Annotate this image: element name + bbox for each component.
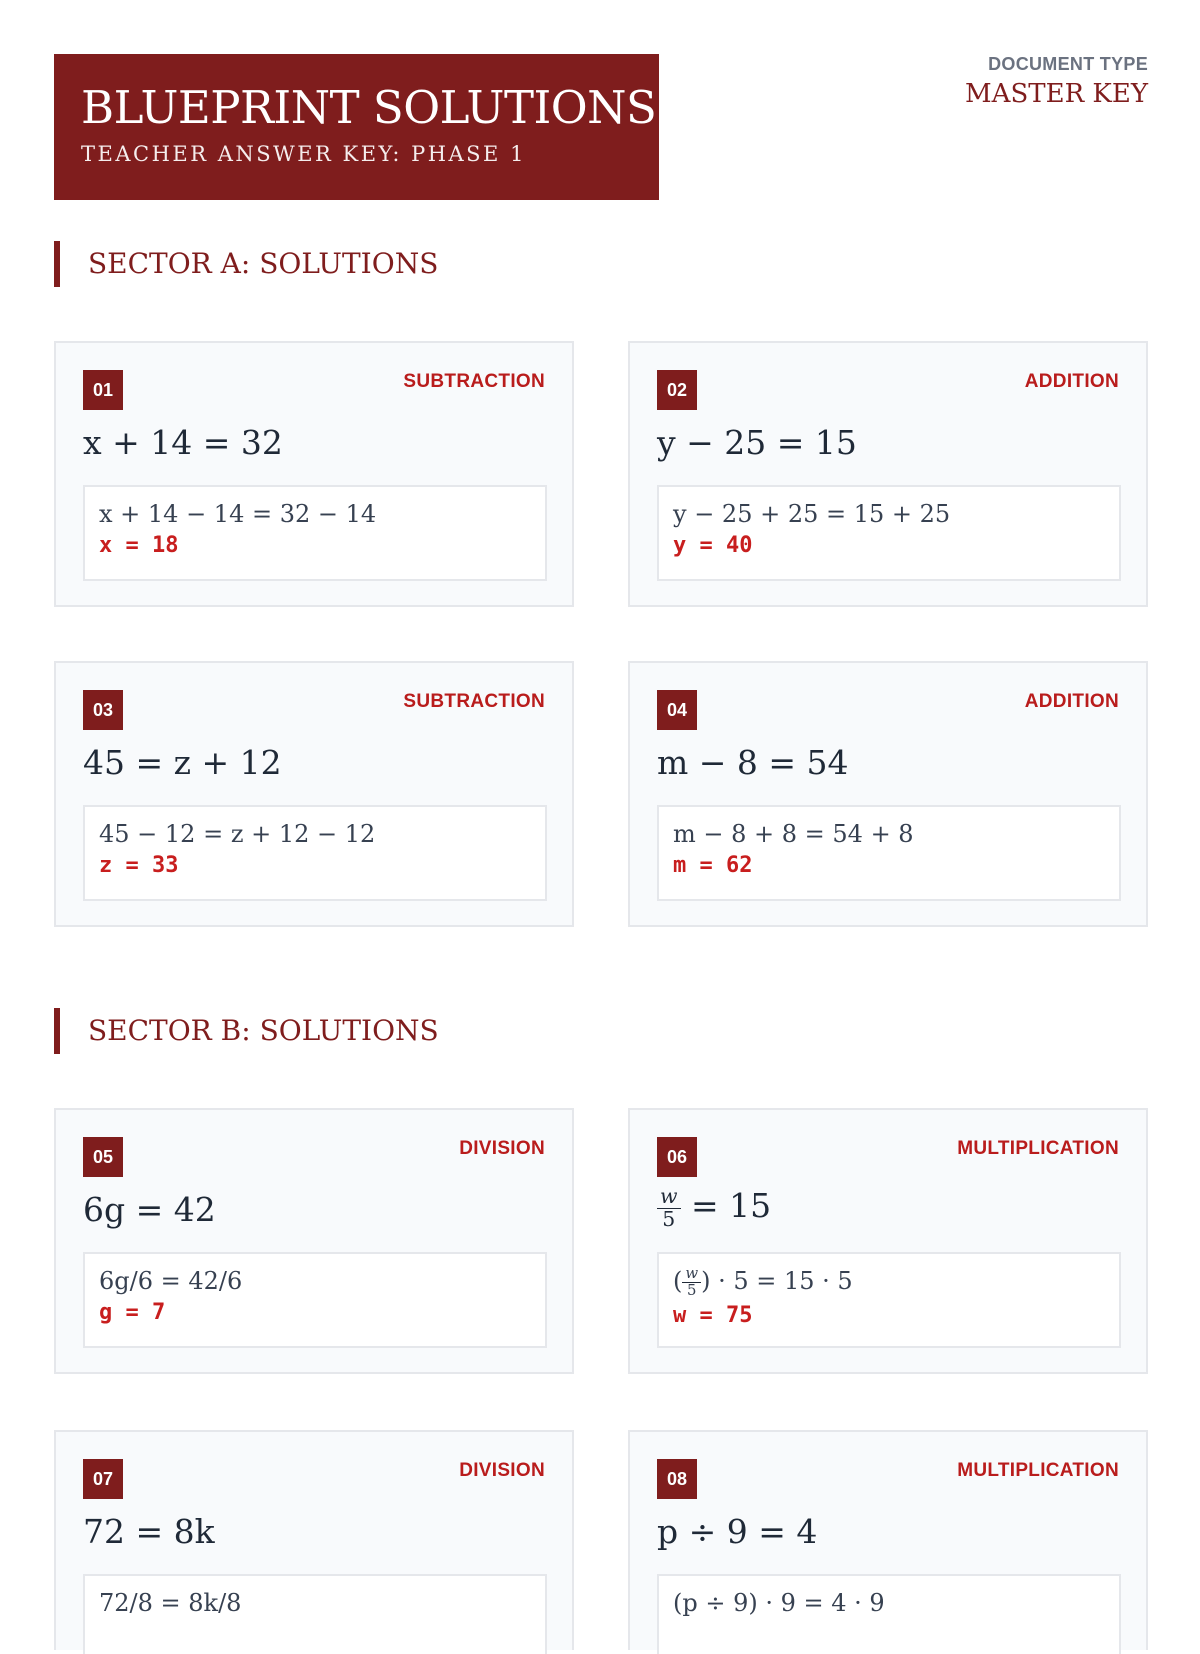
page-subtitle: TEACHER ANSWER KEY: PHASE 1	[81, 142, 526, 166]
fraction-denominator: 5	[662, 1206, 676, 1231]
step-rest: ) · 5 = 15 · 5	[701, 1267, 853, 1295]
operation-label: ADDITION	[1024, 371, 1119, 392]
problem-number: 02	[657, 370, 697, 410]
problem-equation: 6g = 42	[83, 1190, 216, 1229]
problem-number: 07	[83, 1459, 123, 1499]
sector-b-heading: SECTOR B: SOLUTIONS	[54, 1008, 1148, 1054]
solution-box	[83, 1252, 547, 1348]
operation-label: DIVISION	[459, 1460, 545, 1481]
solution-step	[673, 1266, 1119, 1299]
fraction-numerator: w	[682, 1266, 701, 1283]
problem-card-07	[54, 1430, 574, 1650]
solution-answer: g = 7	[99, 1300, 166, 1325]
solution-answer: y = 40	[673, 533, 753, 558]
problem-card-01	[54, 341, 574, 607]
step-open-paren: (	[673, 1267, 683, 1295]
solution-box	[657, 485, 1121, 581]
operation-label: MULTIPLICATION	[957, 1460, 1119, 1481]
problem-equation: m − 8 = 54	[657, 743, 849, 782]
solution-box	[83, 805, 547, 901]
problem-number: 05	[83, 1137, 123, 1177]
problem-card-02	[628, 341, 1148, 607]
problem-number: 06	[657, 1137, 697, 1177]
equation-rest: = 15	[680, 1186, 772, 1225]
solution-step: 6g/6 = 42/6	[99, 1267, 243, 1295]
problem-equation: x + 14 = 32	[83, 423, 283, 462]
problem-card-04	[628, 661, 1148, 927]
problem-equation: p ÷ 9 = 4	[657, 1512, 818, 1551]
step-fraction	[682, 1266, 701, 1298]
document-type-value: MASTER KEY	[965, 79, 1148, 109]
solution-step: 45 − 12 = z + 12 − 12	[99, 820, 376, 848]
solution-answer: m = 62	[673, 853, 753, 878]
problem-number: 08	[657, 1459, 697, 1499]
solution-step: 72/8 = 8k/8	[99, 1589, 242, 1617]
fraction-denominator: 5	[687, 1281, 697, 1299]
problem-equation	[657, 1186, 771, 1230]
operation-label: SUBTRACTION	[403, 371, 545, 392]
problem-number: 01	[83, 370, 123, 410]
solution-step: y − 25 + 25 = 15 + 25	[673, 500, 951, 528]
solution-box	[83, 1574, 547, 1654]
solution-box	[657, 805, 1121, 901]
solution-answer: z = 33	[99, 853, 179, 878]
problem-number: 04	[657, 690, 697, 730]
problem-equation: 72 = 8k	[83, 1512, 215, 1551]
problem-equation: 45 = z + 12	[83, 743, 282, 782]
problem-number: 03	[83, 690, 123, 730]
document-type-label: DOCUMENT TYPE	[988, 54, 1148, 74]
sector-a-heading: SECTOR A: SOLUTIONS	[54, 241, 1148, 287]
solution-step: (p ÷ 9) · 9 = 4 · 9	[673, 1589, 885, 1617]
problem-card-05	[54, 1108, 574, 1374]
page-title: BLUEPRINT SOLUTIONS	[81, 81, 657, 134]
problem-card-03	[54, 661, 574, 927]
solution-answer: x = 18	[99, 533, 179, 558]
equation-fraction	[657, 1186, 681, 1230]
problem-equation: y − 25 = 15	[657, 423, 857, 462]
document-type	[965, 54, 1148, 109]
solution-box	[657, 1252, 1121, 1348]
operation-label: MULTIPLICATION	[957, 1138, 1119, 1159]
problem-card-08	[628, 1430, 1148, 1650]
problem-card-06	[628, 1108, 1148, 1374]
fraction-numerator: w	[657, 1186, 681, 1208]
operation-label: ADDITION	[1024, 691, 1119, 712]
operation-label: DIVISION	[459, 1138, 545, 1159]
solution-step: x + 14 − 14 = 32 − 14	[99, 500, 377, 528]
solution-box	[83, 485, 547, 581]
title-banner	[54, 54, 659, 200]
solution-step: m − 8 + 8 = 54 + 8	[673, 820, 914, 848]
operation-label: SUBTRACTION	[403, 691, 545, 712]
solution-answer: w = 75	[673, 1302, 753, 1328]
solution-box	[657, 1574, 1121, 1654]
